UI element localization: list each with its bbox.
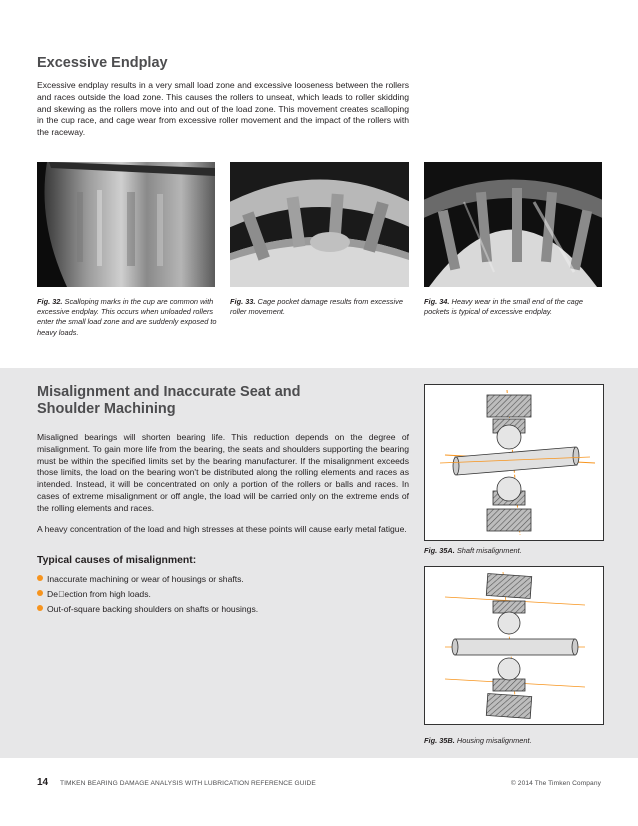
- misalignment-paragraph-2: A heavy concentration of the load and high stresses at these points will cause early metal fatigue.: [37, 524, 407, 534]
- fig-35a-diagram: [424, 384, 604, 541]
- footer-page-number: 14: [37, 777, 49, 788]
- bullet-icon: [37, 575, 43, 581]
- fig-32-photo: [37, 162, 215, 287]
- list-item: Out-of-square backing shoulders on shafts or housings.: [37, 602, 409, 617]
- endplay-paragraph: Excessive endplay results in a very small load zone and excessive looseness between the rollers and races outside the load zone. This causes the rollers to unseat, which leads to roller skidding and skewing as the rollers move into and out of the load zone. This movement creates scalloping in the cup race, and cage wear from excessive roller movement and the impact of the rollers with the raceway.: [37, 80, 409, 138]
- bullet-icon: [37, 605, 43, 611]
- fig-35b-caption: Fig. 35B. Housing misalignment.: [424, 736, 532, 745]
- list-item: Inaccurate machining or wear of housings or shafts.: [37, 572, 409, 587]
- list-item: De ection from high loads.: [37, 587, 409, 602]
- fig-32-caption: Fig. 32. Scalloping marks in the cup are common with excessive endplay. This occurs when unloaded rollers enter the small load zone and are suddenly exposed to heavy loads.: [37, 297, 217, 337]
- fig-33-photo: [230, 162, 409, 287]
- fig-34-caption: Fig. 34. Heavy wear in the small end of the cage pockets is typical of excessive endplay.: [424, 297, 583, 317]
- bullet-icon: [37, 590, 43, 596]
- fig-35b-diagram: [424, 566, 604, 725]
- section-title-endplay: Excessive Endplay: [37, 55, 168, 71]
- footer-copyright: © 2014 The Timken Company: [510, 780, 601, 787]
- fig-35a-caption: Fig. 35A. Shaft misalignment.: [424, 546, 522, 555]
- section-title-misalignment: Misalignment and Inaccurate Seat and Shoulder Machining: [37, 384, 301, 417]
- fig-34-photo: [424, 162, 602, 287]
- fig-33-caption: Fig. 33. Cage pocket damage results from excessive roller movement.: [230, 297, 403, 317]
- misalignment-paragraph-1: Misaligned bearings will shorten bearing life. This reduction depends on the degree of misalignment. To gain more life from the bearing, the seats and shoulders supporting the bearing must be within the specified limits set by the bearing manufacturer. If the misalignment exceeds those limits, the load on the bearing won't be distributed along the rolling elements and races as intended. Instead, it will be concentrated on only a portion of the rollers or balls and races. In cases of extreme misalignment or off angle, the load will be carried only on the extreme ends of the rolling elements and races.: [37, 432, 409, 513]
- causes-heading: Typical causes of misalignment:: [37, 555, 197, 566]
- footer-guide-title: TIMKEN BEARING DAMAGE ANALYSIS WITH LUBRICATION REFERENCE GUIDE: [60, 780, 316, 787]
- causes-list: [37, 572, 409, 617]
